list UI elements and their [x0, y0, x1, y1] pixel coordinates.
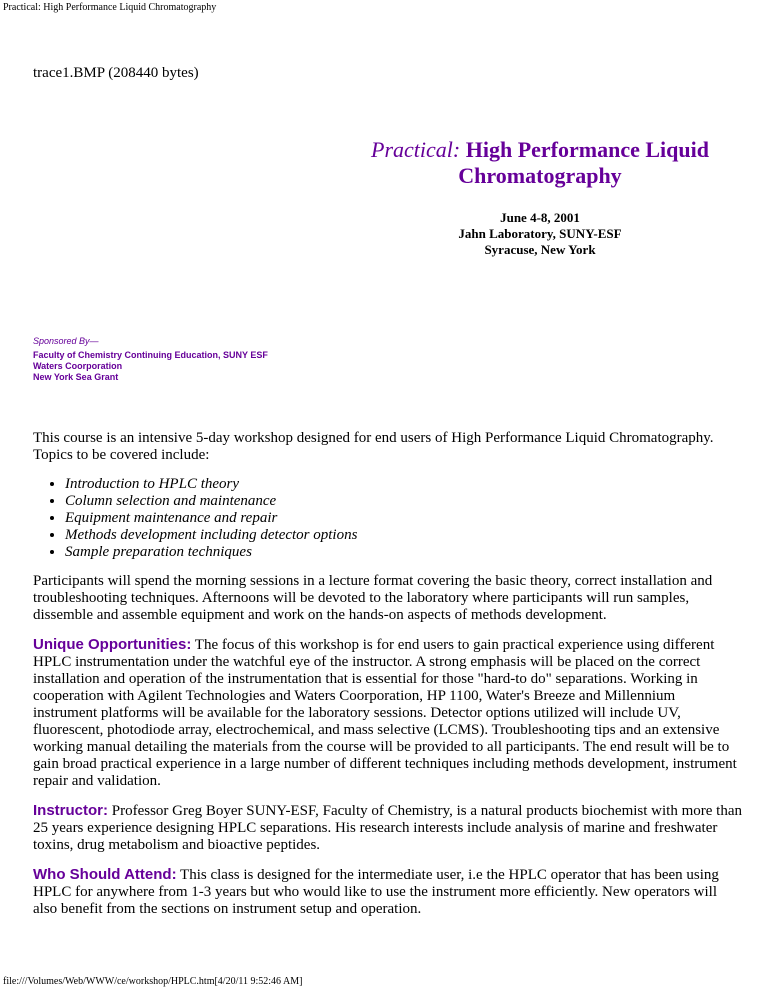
unique-text: The focus of this workshop is for end users to gain practical experience using different HPLC instrumentation under the watchful eye of the instructor. A strong emphasis will be placed on the correct installation and operation of the instrumentation that is essential for those "hard-to do" separations. Working in cooperation with Agilent Technologies and Waters Coorporation, HP 1100, Water's Breeze and Millennium instrument platforms will be available for the laboratory sessions. Detector options utilized will include UV, fluorescent, photodiode array, electrochemical, and mass selective (LCMS). Troubleshooting tips and an extensive working manual detailing the materials from the course will be provided to all participants. The end result will be to gain broad practical experience in a large number of different techniques including methods development, instrument repair and validation.	[33, 637, 737, 789]
sponsor-item: Waters Coorporation	[33, 361, 123, 371]
topic-item: • Sample preparation techniques	[65, 544, 743, 561]
event-info	[360, 210, 720, 258]
attend-text: This class is designed for the intermediate user, i.e the HPLC operator that has been using HPLC for anywhere from 1-3 years but who would like to use the instrument more efficiently. New operators will also benefit from the sections on instrument setup and operation.	[33, 867, 719, 917]
browser-page-title: Practical: High Performance Liquid Chromatography	[3, 2, 217, 13]
event-city: Syracuse, New York	[484, 242, 596, 257]
main-content	[33, 430, 743, 930]
title-italic: Practical:	[371, 137, 461, 162]
intro-paragraph: This course is an intensive 5-day workshop designed for end users of High Performance Liquid Chromatography. Topics to be covered include:	[33, 430, 714, 463]
instructor-text: Professor Greg Boyer SUNY-ESF, Faculty of Chemistry, is a natural products biochemist with more than 25 years experience designing HPLC separations. His research interests include analysis of marine and freshwater toxins, drug metabolism and bioactive peptides.	[33, 803, 742, 853]
participants-paragraph: Participants will spend the morning sessions in a lecture format covering the basic theory, correct installation and troubleshooting techniques. Afternoons will be devoted to the laboratory where participants will run samples, dissemble and assemble equipment and work on the hands-on aspects of methods development.	[33, 573, 713, 623]
topic-item: • Column selection and maintenance	[65, 493, 743, 510]
topic-item: • Introduction to HPLC theory	[65, 476, 743, 493]
instructor-label: Instructor:	[33, 802, 108, 819]
attend-label: Who Should Attend:	[33, 866, 177, 883]
topic-item: • Equipment maintenance and repair	[65, 510, 743, 527]
unique-label: Unique Opportunities:	[33, 636, 192, 653]
sponsors-heading: Sponsored By—	[33, 336, 99, 346]
instructor-paragraph	[33, 802, 743, 854]
topics-list	[33, 476, 743, 561]
attend-paragraph	[33, 866, 743, 918]
topic-item: • Methods development including detector options	[65, 527, 743, 544]
event-location: Jahn Laboratory, SUNY-ESF	[458, 226, 622, 241]
sponsor-item: New York Sea Grant	[33, 372, 119, 382]
sponsor-item: Faculty of Chemistry Continuing Education, SUNY ESF	[33, 350, 268, 360]
title-rest: High Performance Liquid Chromatography	[458, 137, 709, 188]
page-title	[360, 137, 720, 189]
sponsors-block	[33, 336, 268, 383]
browser-footer-url: file:///Volumes/Web/WWW/ce/workshop/HPLC.htm[4/20/11 9:52:46 AM]	[3, 976, 303, 987]
event-dates: June 4-8, 2001	[500, 210, 580, 225]
trace-image-link[interactable]: trace1.BMP (208440 bytes)	[33, 65, 199, 81]
unique-paragraph	[33, 636, 743, 790]
